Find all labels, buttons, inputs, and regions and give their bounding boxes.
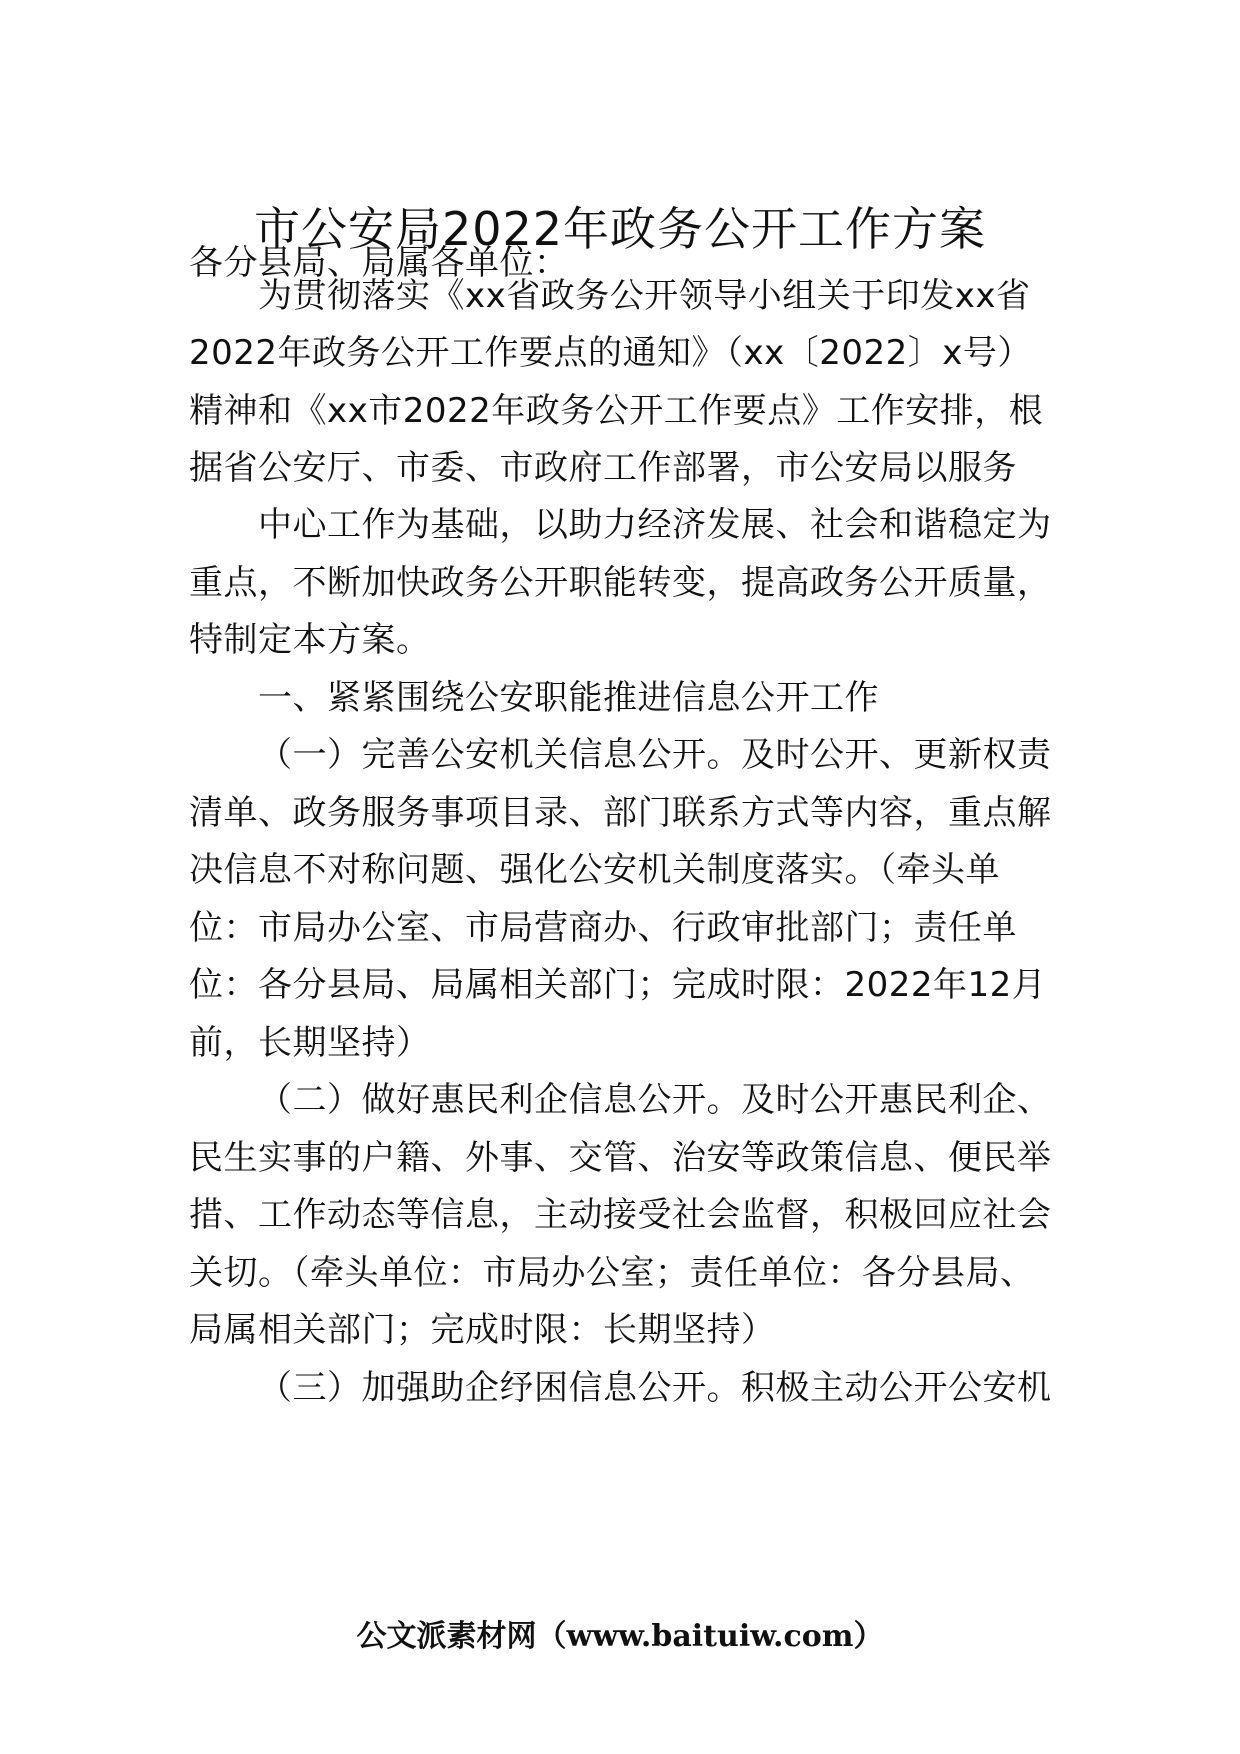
paragraph-line: 为贯彻落实《xx省政务公开领导小组关于印发xx省: [258, 276, 1031, 316]
paragraph-line: 精神和《xx市2022年政务公开工作要点》工作安排，根: [189, 391, 1044, 431]
salutation: 各分县局、局属各单位：: [189, 243, 569, 283]
paragraph-line: 位：各分县局、局属相关部门；完成时限：2022年12月: [189, 965, 1047, 1005]
paragraph-line: 位：市局办公室、市局营商办、行政审批部门；责任单: [189, 908, 1017, 948]
footer-watermark: 公文派素材网（www.baituiw.com）: [356, 1619, 884, 1654]
paragraph-line: 前，长期坚持）: [189, 1023, 431, 1063]
paragraph-line: 重点，不断加快政务公开职能转变，提高政务公开质量，: [189, 563, 1052, 603]
paragraph-line: （二）做好惠民利企信息公开。及时公开惠民利企、: [258, 1080, 1052, 1120]
paragraph-line: 关切。（牵头单位：市局办公室；责任单位：各分县局、: [189, 1253, 1035, 1293]
document-title: 市公安局2022年政务公开工作方案: [253, 201, 987, 256]
paragraph-line: 民生实事的户籍、外事、交管、治安等政策信息、便民举: [189, 1138, 1052, 1178]
paragraph-line: 措、工作动态等信息，主动接受社会监督，积极回应社会: [189, 1195, 1052, 1235]
paragraph-line: （三）加强助企纾困信息公开。积极主动公开公安机: [258, 1368, 1052, 1408]
paragraph-line: 2022年政务公开工作要点的通知》（xx〔2022〕x号）: [189, 333, 1032, 373]
paragraph-line: 特制定本方案。: [189, 620, 431, 660]
paragraph-line: 局属相关部门；完成时限：长期坚持）: [189, 1310, 776, 1350]
paragraph-line: 中心工作为基础，以助力经济发展、社会和谐稳定为: [258, 505, 1052, 545]
paragraph-line: （一）完善公安机关信息公开。及时公开、更新权责: [258, 735, 1052, 775]
paragraph-line: 清单、政务服务事项目录、部门联系方式等内容，重点解: [189, 793, 1052, 833]
section-heading: 一、紧紧围绕公安职能推进信息公开工作: [258, 678, 879, 718]
paragraph-line: 据省公安厅、市委、市政府工作部署，市公安局以服务: [189, 448, 1017, 488]
paragraph-line: 决信息不对称问题、强化公安机关制度落实。（牵头单: [189, 850, 1000, 890]
